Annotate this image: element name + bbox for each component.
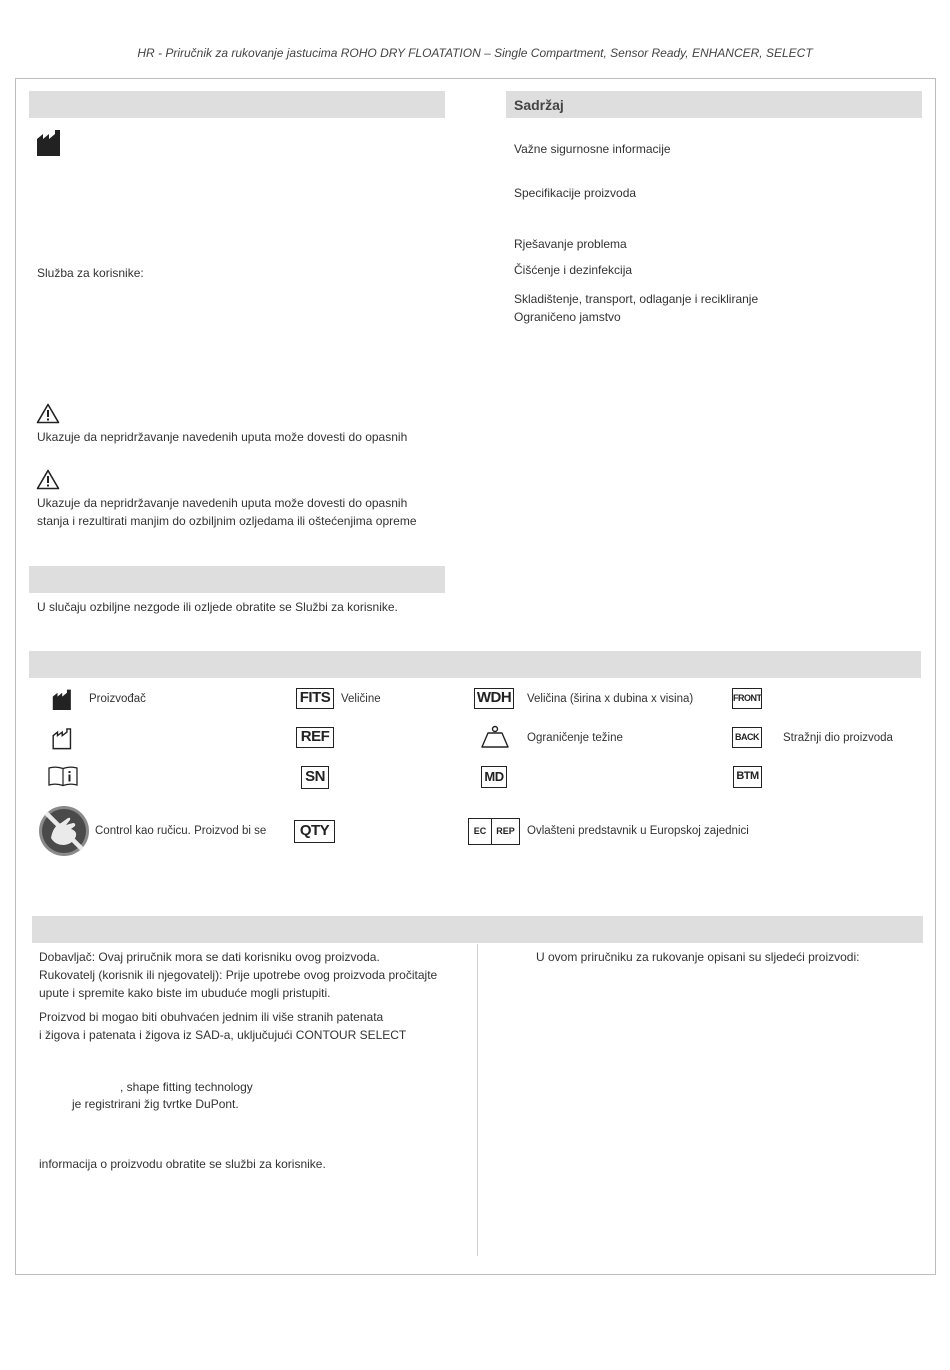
front-icon: FRONT <box>732 688 762 709</box>
shape-fitting-text: , shape fitting technology <box>120 1080 253 1094</box>
manufacturer-text: Proizvođač <box>89 693 146 705</box>
qty-icon: QTY <box>294 820 335 843</box>
fits-icon: FITS <box>296 688 334 709</box>
sn-icon: SN <box>301 766 329 789</box>
operator-text-line2: upute i spremite kako biste im ubuduće mogli pristupiti. <box>39 986 331 1000</box>
supplier-text: Dobavljač: Ovaj priručnik mora se dati korisniku ovog proizvoda. <box>39 950 380 964</box>
customer-service-label: Služba za korisnike: <box>37 266 144 280</box>
caution-text-line2: stanja i rezultirati manjim do ozbiljnim ozljedama ili oštećenjima opreme <box>37 514 417 528</box>
caution-icon <box>36 469 60 490</box>
dupont-text: je registrirani žig tvrtke DuPont. <box>72 1097 239 1111</box>
symbols-band <box>29 651 921 678</box>
rep-label: REP <box>496 826 515 836</box>
btm-icon: BTM <box>733 766 762 788</box>
products-described-text: U ovom priručniku za rukovanje opisani su sljedeći proizvodi: <box>536 950 860 964</box>
contents-item-storage[interactable]: Skladištenje, transport, odlaganje i recikliranje <box>514 292 759 306</box>
ec-rep-icon <box>468 818 520 845</box>
contents-item-specifications[interactable]: Specifikacije proizvoda <box>514 186 637 200</box>
ec-label: EC <box>469 819 492 844</box>
ref-icon: REF <box>296 727 334 748</box>
weight-limit-text: Ograničenje težine <box>527 732 623 744</box>
patents-text-line1: Proizvod bi mogao biti obuhvaćen jednim ili više stranih patenata <box>39 1010 384 1024</box>
manufacture-date-icon <box>52 726 74 750</box>
warning-text: Ukazuje da nepridržavanje navedenih uputa može dovesti do opasnih <box>37 430 408 444</box>
warning-icon <box>36 403 60 424</box>
no-handle-icon <box>37 804 91 858</box>
manufacturer-icon <box>52 687 74 711</box>
contents-item-cleaning[interactable]: Čišćenje i dezinfekcija <box>514 263 633 277</box>
no-handle-text: Control kao ručicu. Proizvod bi se <box>95 825 267 837</box>
instructions-book-icon <box>47 765 79 787</box>
bottom-band <box>32 916 923 943</box>
weight-limit-icon <box>480 725 510 749</box>
product-info-text: informacija o proizvodu obratite se službi za korisnike. <box>39 1157 326 1171</box>
fits-text: Veličine <box>341 693 381 705</box>
md-icon: MD <box>481 766 507 788</box>
bottom-divider <box>477 944 478 1256</box>
contents-title: Sadržaj <box>506 91 922 118</box>
patents-text-line2: i žigova i patenata i žigova iz SAD-a, uključujući CONTOUR SELECT <box>39 1028 407 1042</box>
ec-rep-text: Ovlašteni predstavnik u Europskoj zajednici <box>527 825 749 837</box>
incident-text: U slučaju ozbiljne nezgode ili ozljede obratite se Službi za korisnike. <box>37 600 398 614</box>
contents-item-safety[interactable]: Važne sigurnosne informacije <box>514 142 671 156</box>
back-icon: BACK <box>732 727 762 748</box>
left-top-band <box>29 91 445 118</box>
caution-text-line1: Ukazuje da nepridržavanje navedenih uputa može dovesti do opasnih <box>37 496 408 510</box>
factory-icon <box>36 127 64 157</box>
incident-band <box>29 566 445 593</box>
back-text: Stražnji dio proizvoda <box>783 732 893 744</box>
operator-text-line1: Rukovatelj (korisnik ili njegovatelj): Prije upotrebe ovog proizvoda pročitajte <box>39 968 438 982</box>
wdh-text: Veličina (širina x dubina x visina) <box>527 693 694 705</box>
wdh-icon: WDH <box>474 688 514 709</box>
page-header: HR - Priručnik za rukovanje jastucima ROHO DRY FLOATATION – Single Compartment, Sensor Ready, ENHANCER, SELECT <box>137 46 813 60</box>
contents-item-warranty[interactable]: Ograničeno jamstvo <box>514 310 621 324</box>
contents-item-troubleshooting[interactable]: Rješavanje problema <box>514 237 627 251</box>
